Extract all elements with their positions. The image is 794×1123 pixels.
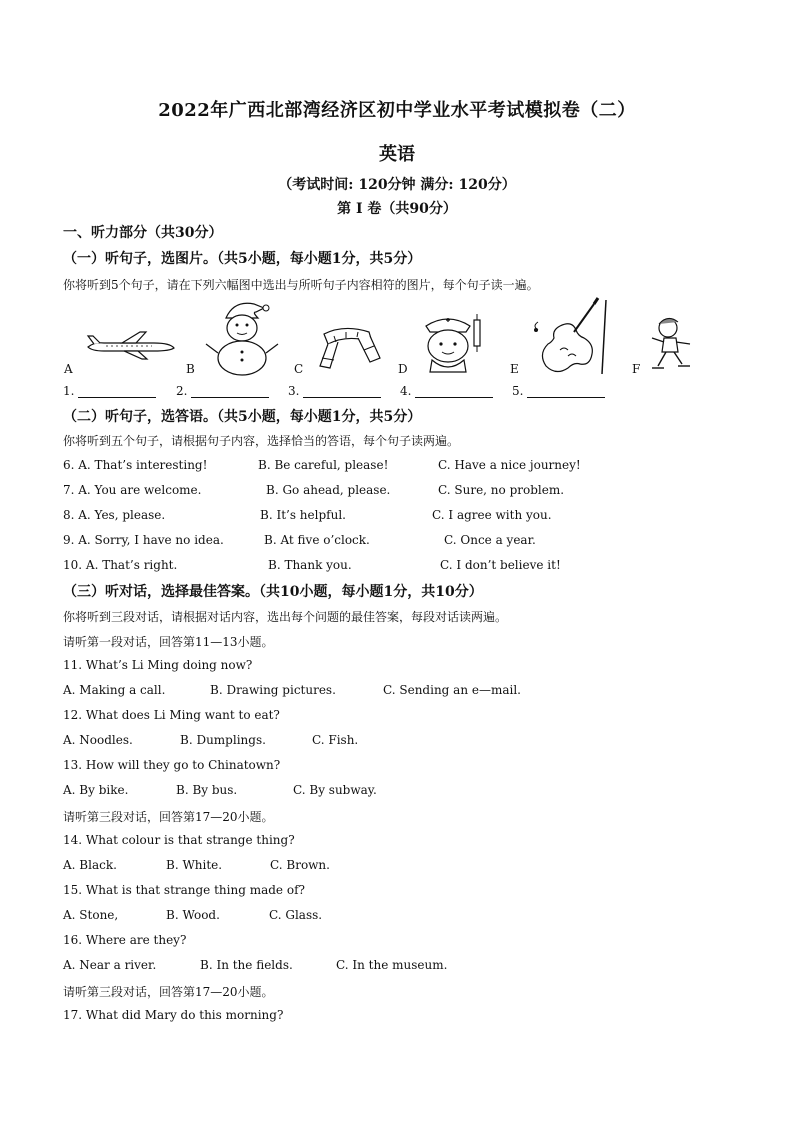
option-a: 6. A. That’s interesting! (63, 458, 208, 472)
part3-instruction: 你将听到三段对话，请根据对话内容，选出每个问题的最佳答案，每段对话读两遍。 (63, 610, 508, 624)
option-a: A. Near a river. (63, 958, 157, 972)
option-b: B. Wood. (166, 908, 220, 922)
option-a: 8. A. Yes, please. (63, 508, 166, 522)
answer-blank-1[interactable]: 1. (63, 384, 156, 398)
picture-label-e: E (510, 362, 519, 376)
option-b: B. Be careful, please! (258, 458, 389, 472)
subject-title: 英语 (379, 144, 415, 165)
violin-icon (528, 296, 612, 376)
option-b: B. White. (166, 858, 223, 872)
option-b: B. Thank you. (268, 558, 352, 572)
snowman-icon (204, 298, 280, 376)
picture-label-f: F (632, 362, 641, 376)
option-b: B. At five o’clock. (264, 533, 370, 547)
question-11: 11. What’s Li Ming doing now? (63, 658, 253, 672)
part1-instruction: 你将听到5个句子，请在下列六幅图中选出与所听句子内容相符的图片，每个句子读一遍。 (63, 278, 539, 292)
option-b: B. By bus. (176, 783, 238, 797)
answer-blank-5[interactable]: 5. (512, 384, 605, 398)
option-c: C. I agree with you. (432, 508, 552, 522)
option-a: 9. A. Sorry, I have no idea. (63, 533, 224, 547)
option-c: C. By subway. (293, 783, 377, 797)
option-a: A. By bike. (63, 783, 129, 797)
option-a: A. Making a call. (63, 683, 166, 697)
option-b: B. Go ahead, please. (266, 483, 391, 497)
option-c: C. In the museum. (336, 958, 448, 972)
dialogue2-intro: 请听第三段对话，回答第17—20小题。 (63, 810, 274, 824)
question-12: 12. What does Li Ming want to eat? (63, 708, 280, 722)
question-17: 17. What did Mary do this morning? (63, 1008, 284, 1022)
picture-row (0, 292, 794, 382)
exam-info: （考试时间: 120分钟 满分: 120分） (278, 177, 516, 193)
option-c: C. Fish. (312, 733, 359, 747)
nurse-icon (418, 312, 494, 374)
skater-icon (648, 314, 702, 372)
option-c: C. I don’t believe it! (440, 558, 561, 572)
question-16: 16. Where are they? (63, 933, 187, 947)
part2-instruction: 你将听到五个句子，请根据句子内容，选择恰当的答语，每个句子读两遍。 (63, 434, 460, 448)
question-15: 15. What is that strange thing made of? (63, 883, 305, 897)
answer-blank-2[interactable]: 2. (176, 384, 269, 398)
dialogue1-intro: 请听第一段对话，回答第11—13小题。 (63, 635, 274, 649)
option-a: A. Noodles. (63, 733, 133, 747)
option-c: C. Brown. (270, 858, 330, 872)
picture-label-a: A (64, 362, 73, 376)
volume-title: 第 I 卷（共90分） (337, 201, 457, 217)
option-b: B. Drawing pictures. (210, 683, 336, 697)
option-a: 7. A. You are welcome. (63, 483, 202, 497)
part3-title: （三）听对话，选择最佳答案。（共10小题，每小题1分，共10分） (63, 584, 483, 600)
picture-label-b: B (186, 362, 195, 376)
exam-title: 2022年广西北部湾经济区初中学业水平考试模拟卷（二） (158, 100, 636, 121)
dialogue3-intro: 请听第三段对话，回答第17—20小题。 (63, 985, 274, 999)
option-b: B. In the fields. (200, 958, 293, 972)
option-b: B. Dumplings. (180, 733, 266, 747)
option-c: C. Sending an e—mail. (383, 683, 521, 697)
picture-label-d: D (398, 362, 408, 376)
part1-title: （一）听句子，选图片。（共5小题，每小题1分，共5分） (63, 251, 422, 267)
option-a: 10. A. That’s right. (63, 558, 178, 572)
option-b: B. It’s helpful. (260, 508, 346, 522)
option-c: C. Glass. (269, 908, 323, 922)
answer-blank-4[interactable]: 4. (400, 384, 493, 398)
picture-label-c: C (294, 362, 304, 376)
airplane-icon (84, 330, 176, 360)
option-a: A. Stone, (63, 908, 119, 922)
option-a: A. Black. (63, 858, 117, 872)
question-13: 13. How will they go to Chinatown? (63, 758, 281, 772)
option-c: C. Have a nice journey! (438, 458, 581, 472)
part2-title: （二）听句子，选答语。（共5小题，每小题1分，共5分） (63, 409, 422, 425)
scarf-icon (314, 322, 384, 372)
option-c: C. Sure, no problem. (438, 483, 565, 497)
question-14: 14. What colour is that strange thing? (63, 833, 295, 847)
answer-blank-3[interactable]: 3. (288, 384, 381, 398)
section-listening-title: 一、听力部分（共30分） (63, 225, 223, 241)
option-c: C. Once a year. (444, 533, 536, 547)
